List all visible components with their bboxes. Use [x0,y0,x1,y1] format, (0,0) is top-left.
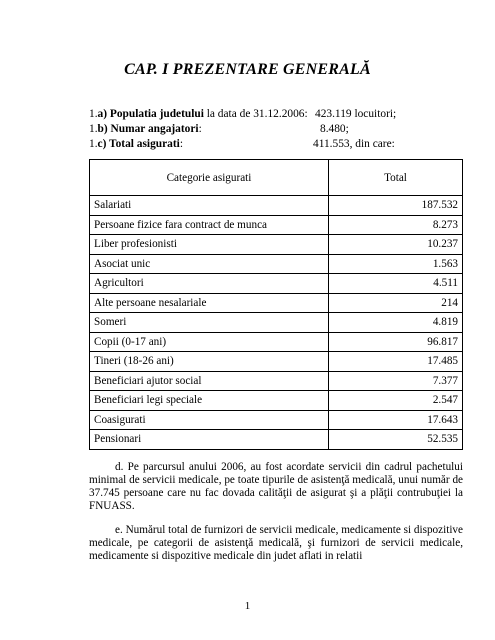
total-cell: 17.485 [329,352,463,372]
category-cell: Alte persoane nesalariale [90,293,329,313]
summary-block [89,107,409,152]
paragraph-e [89,524,463,563]
total-cell: 96.817 [329,332,463,352]
summary-insured-value: 411.553, din care: [313,138,395,150]
category-cell: Someri [90,313,329,333]
column-header-total: Total [329,160,463,196]
table-row [90,274,463,294]
summary-insured: 1.c) Total asigurati: 411.553, din care: [89,138,395,150]
total-cell: 2.547 [329,391,463,411]
summary-population: 1.a) Populatia judetului la data de 31.12.2006: 423.119 locuitori; [89,108,397,120]
total-cell: 17.643 [329,410,463,430]
category-cell: Agricultori [90,274,329,294]
category-cell: Pensionari [90,430,329,450]
summary-population-value: 423.119 locuitori; [315,108,397,120]
category-cell: Copii (0-17 ani) [90,332,329,352]
column-header-category: Categorie asigurati [90,160,329,196]
total-cell: 187.532 [329,196,463,216]
table-row [90,430,463,450]
table-row [90,391,463,411]
summary-population-label: a) Populatia judetului [97,108,204,120]
category-cell: Liber profesionisti [90,235,329,255]
summary-insured-label: c) Total asigurati [97,138,180,150]
table-row [90,352,463,372]
table-row [90,371,463,391]
table-row [90,254,463,274]
table-row [90,293,463,313]
category-cell: Coasigurati [90,410,329,430]
category-cell: Persoane fizice fara contract de munca [90,215,329,235]
table-row [90,332,463,352]
paragraph-d-text: d. Pe parcursul anului 2006, au fost acordate servicii din cadrul pachetului minimal de servicii medicale, pe toate tipurile de asistenţă medicală, unui număr de 37.745 persoane care nu fac dovada calităţii de asigurat şi a plăţii contrubuţiei la FNUASS. [89,461,463,512]
category-cell: Tineri (18-26 ani) [90,352,329,372]
total-cell: 7.377 [329,371,463,391]
total-cell: 4.819 [329,313,463,333]
insured-categories-table [89,159,463,450]
total-cell: 10.237 [329,235,463,255]
page-number: 1 [244,600,251,612]
page-title: CAP. I PREZENTARE GENERALĂ [124,61,371,78]
category-cell: Beneficiari legi speciale [90,391,329,411]
table-row [90,196,463,216]
table-row [90,215,463,235]
paragraph-d [89,461,463,513]
category-cell: Beneficiari ajutor social [90,371,329,391]
table-row [90,313,463,333]
total-cell: 1.563 [329,254,463,274]
paragraph-e-text: e. Numărul total de furnizori de servicii medicale, medicamente si dispozitive medicale, pe categorii de asistenţă medicală, şi furnizori de servicii medicale, medicamente si dispozitive medicale din judet aflati in relatii [89,524,463,562]
total-cell: 8.273 [329,215,463,235]
table-row [90,410,463,430]
total-cell: 4.511 [329,274,463,294]
table-row [90,235,463,255]
summary-employers-label: b) Numar angajatori [97,123,199,135]
summary-employers: 1.b) Numar angajatori: 8.480; [89,123,349,135]
summary-employers-value: 8.480; [320,123,349,135]
total-cell: 52.535 [329,430,463,450]
total-cell: 214 [329,293,463,313]
category-cell: Salariati [90,196,329,216]
category-cell: Asociat unic [90,254,329,274]
table-header-row [90,160,463,196]
